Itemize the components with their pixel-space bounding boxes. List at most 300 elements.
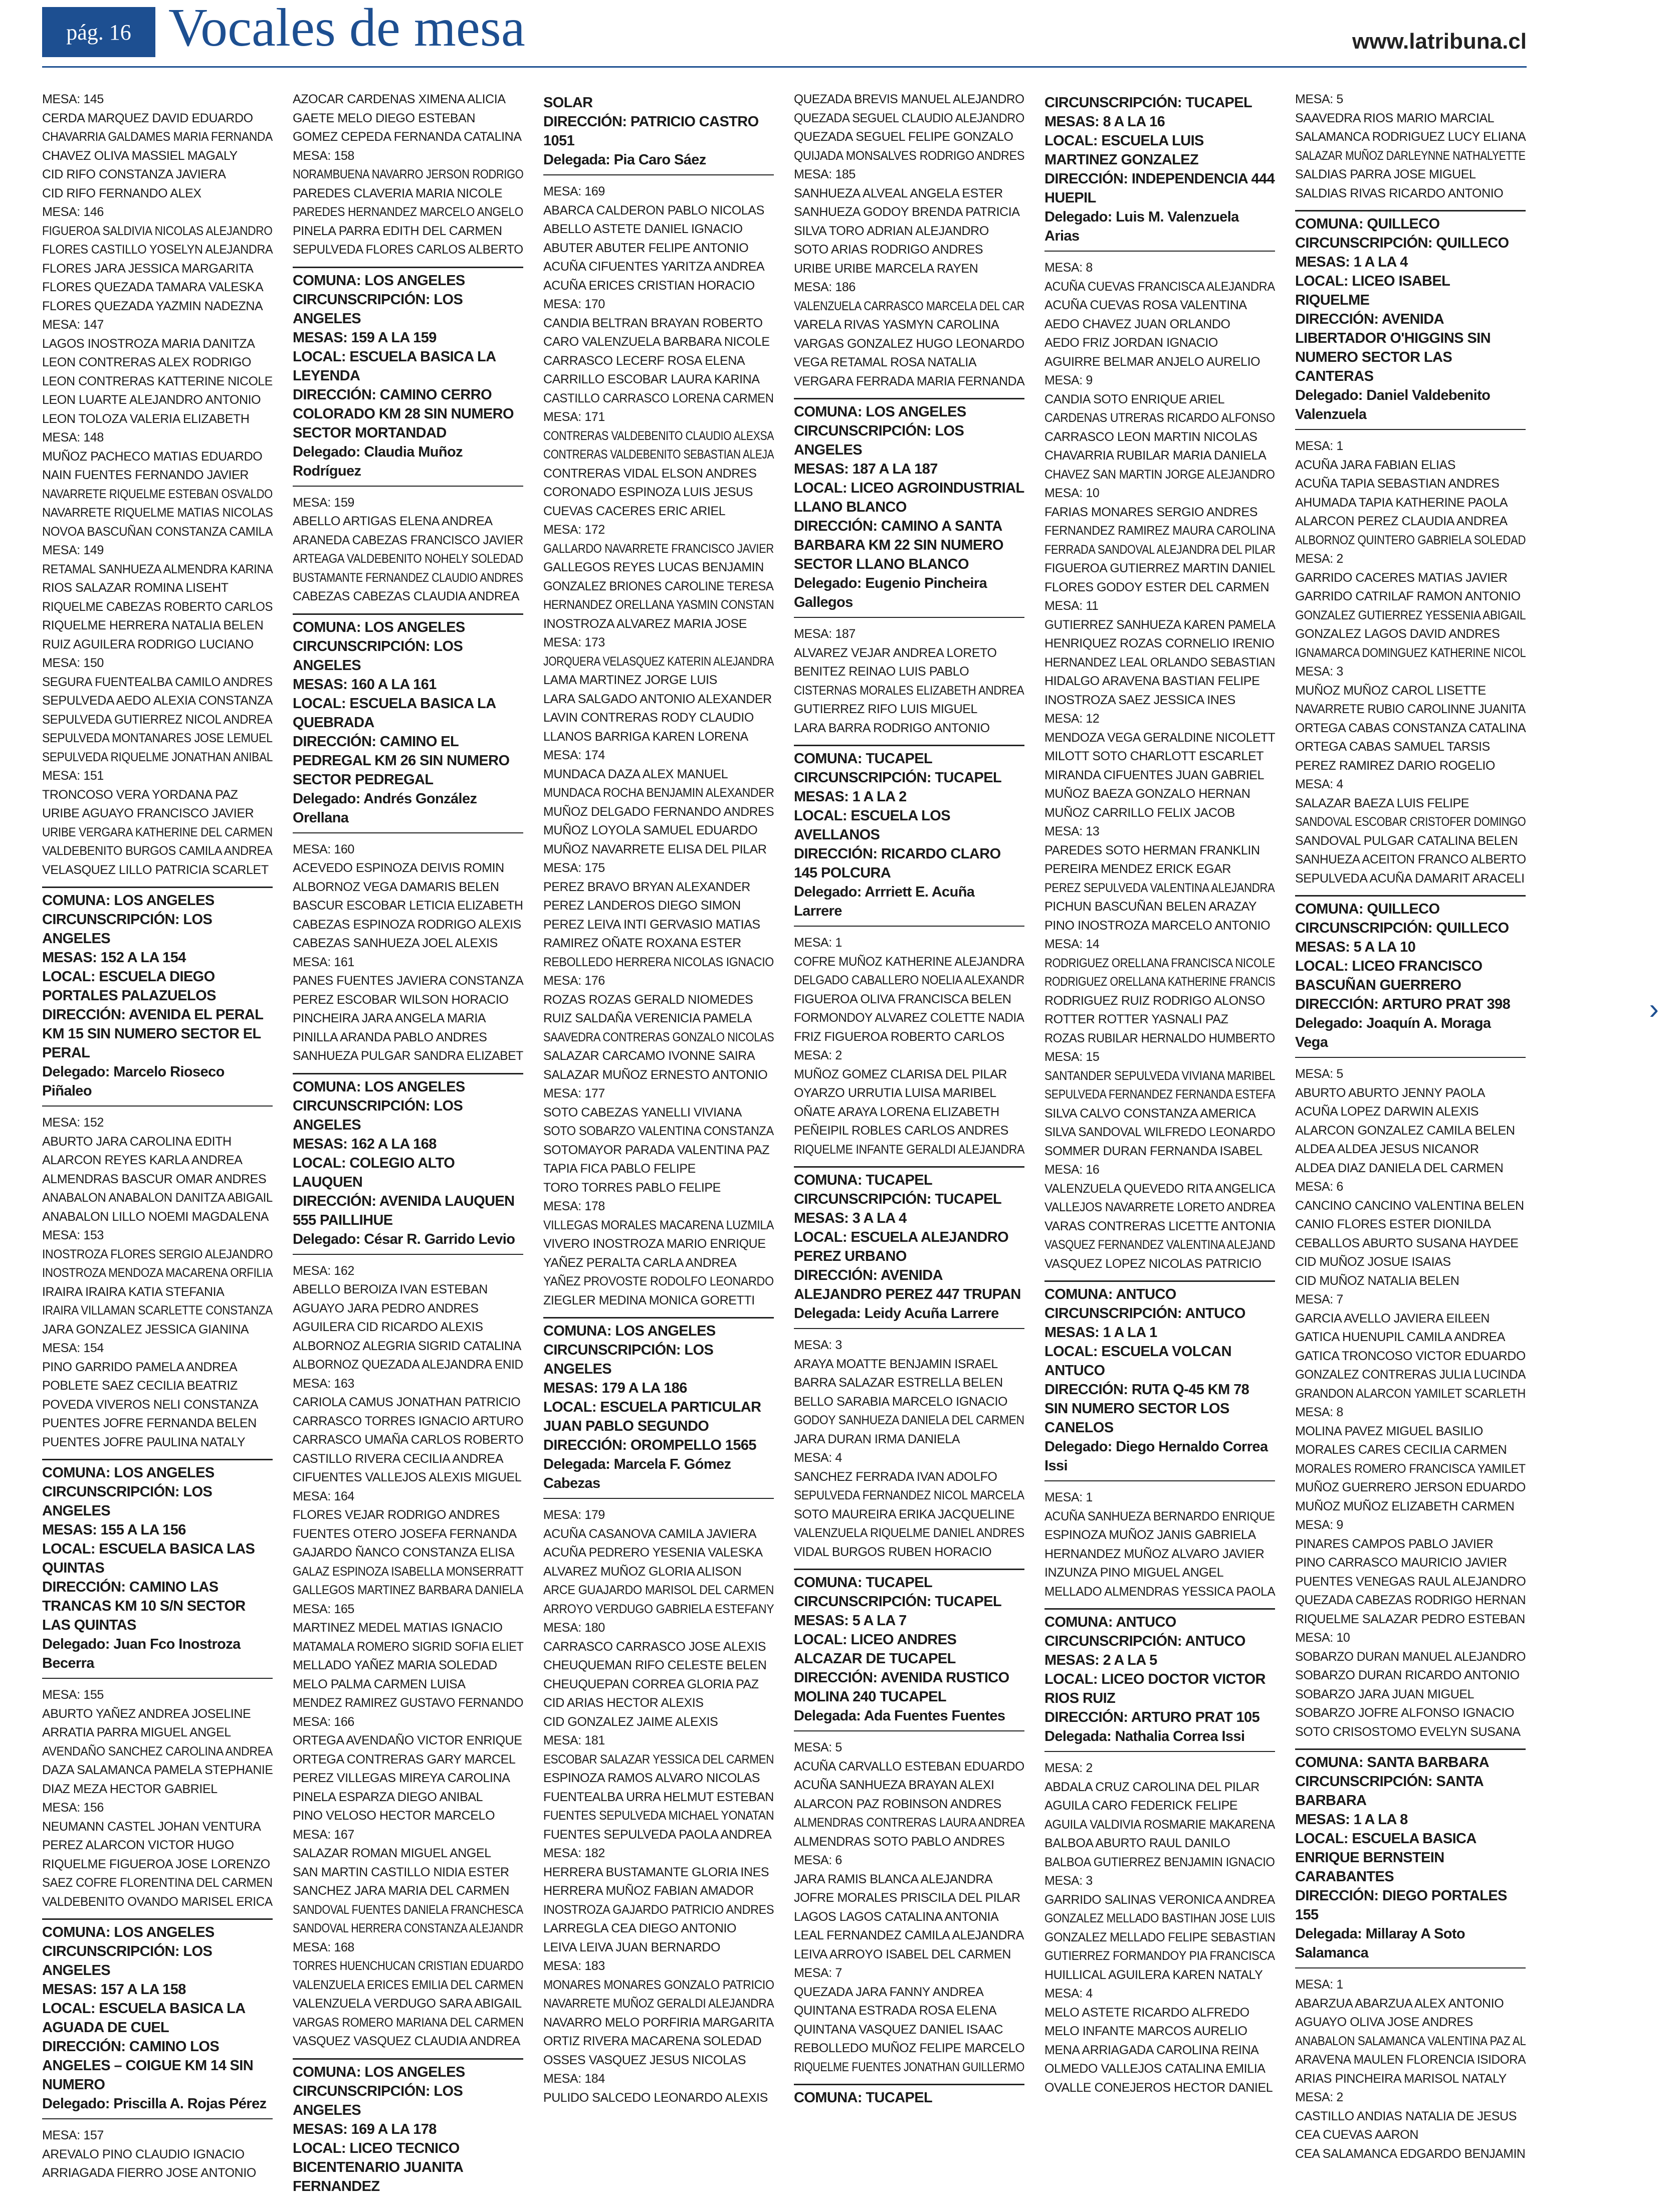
list-item: HERNANDEZ ORELLANA YASMIN CONSTAN: [543, 598, 774, 612]
polling-place-detail: CIRCUNSCRIPCIÓN: TUCAPEL: [794, 1594, 1002, 1610]
list-item: MELO INFANTE MARCOS AURELIO: [1044, 2024, 1247, 2038]
polling-place-block: [42, 1459, 273, 1679]
list-item: VEGA RETAMAL ROSA NATALIA: [794, 355, 977, 369]
table-number: MESA: 16: [1044, 1163, 1100, 1177]
list-item: CARRILLO ESCOBAR LAURA KARINA: [543, 372, 760, 386]
polling-place-detail: LOCAL: ESCUELA ALEJANDRO PEREZ URBANO: [794, 1229, 1009, 1264]
polling-place-detail: COMUNA: LOS ANGELES: [42, 1924, 215, 1940]
list-item: SANHUEZA PULGAR SANDRA ELIZABET: [293, 1049, 523, 1063]
polling-place-block: [794, 1569, 1024, 1731]
table-number: MESA: 174: [543, 748, 605, 762]
list-item: SOTO MAUREIRA ERIKA JACQUELINE: [794, 1507, 1015, 1521]
polling-place-detail: DIRECCIÓN: CAMINO EL PEDREGAL KM 26 SIN NUMERO SECTOR PEDREGAL: [293, 733, 510, 788]
polling-place-detail: DIRECCIÓN: ARTURO PRAT 105: [1044, 1709, 1260, 1725]
table-number: MESA: 168: [293, 1940, 354, 1954]
list-item: SANDOVAL ESCOBAR CRISTOFER DOMINGO: [1295, 815, 1526, 829]
polling-place-detail: DIRECCIÓN: INDEPENDENCIA 444 HUEPIL: [1044, 171, 1275, 206]
list-item: FIGUEROA OLIVA FRANCISCA BELEN: [794, 992, 1011, 1006]
table-number: MESA: 178: [543, 1199, 605, 1213]
list-item: AGUAYO JARA PEDRO ANDRES: [293, 1301, 479, 1315]
polling-place-detail: COMUNA: LOS ANGELES: [42, 1465, 215, 1481]
column-5: [1044, 90, 1275, 2115]
list-item: RUIZ SALDAÑA VERENICIA PAMELA: [543, 1011, 752, 1025]
polling-place-detail: COMUNA: LOS ANGELES: [293, 2064, 465, 2080]
list-item: SEPULVEDA FERNANDEZ NICOL MARCELA: [794, 1488, 1024, 1502]
polling-place-detail: MESAS: 2 A LA 5: [1044, 1652, 1157, 1668]
list-item: AGUAYO OLIVA JOSE ANDRES: [1295, 2015, 1473, 2029]
list-item: ESPINOZA MUÑOZ JANIS GABRIELA: [1044, 1528, 1256, 1542]
list-item: MELO PALMA CARMEN LUISA: [293, 1677, 466, 1691]
list-item: RIQUELME FUENTES JONATHAN GUILLERMO: [794, 2060, 1024, 2074]
list-item: FLORES GODOY ESTER DEL CARMEN: [1044, 580, 1270, 594]
list-item: QUEZADA JARA FANNY ANDREA: [794, 1985, 984, 1999]
list-item: HENRIQUEZ ROZAS CORNELIO IRENIO: [1044, 636, 1275, 650]
list-item: ABELLO ARTIGAS ELENA ANDREA: [293, 514, 493, 528]
list-item: VARAS CONTRERAS LICETTE ANTONIA: [1044, 1219, 1276, 1233]
table-number: MESA: 150: [42, 656, 104, 670]
polling-place-detail: LOCAL: LICEO AGROINDUSTRIAL LLANO BLANCO: [794, 480, 1024, 515]
list-item: NAVARRETE RIQUELME MATIAS NICOLAS: [42, 506, 273, 520]
list-item: GONZALEZ CONTRERAS JULIA LUCINDA: [1295, 1368, 1526, 1382]
list-item: RODRIGUEZ RUIZ RODRIGO ALONSO: [1044, 993, 1265, 1008]
list-item: BALBOA GUTIERREZ BENJAMIN IGNACIO: [1044, 1855, 1275, 1869]
polling-place-detail: MESAS: 8 A LA 16: [1044, 114, 1165, 130]
polling-place-detail: COMUNA: TUCAPEL: [794, 2090, 933, 2106]
list-item: SANCHEZ JARA MARIA DEL CARMEN: [293, 1884, 510, 1898]
list-item: CISTERNAS MORALES ELIZABETH ANDREA: [794, 683, 1024, 698]
list-item: ACUÑA CIFUENTES YARITZA ANDREA: [543, 260, 765, 274]
list-item: QUINTANA VASQUEZ DANIEL ISAAC: [794, 2022, 1003, 2037]
list-item: GARCIA AVELLO JAVIERA EILEEN: [1295, 1311, 1490, 1326]
list-item: ACEVEDO ESPINOZA DEIVIS ROMIN: [293, 861, 504, 875]
list-item: MUÑOZ NAVARRETE ELISA DEL PILAR: [543, 842, 767, 856]
polling-place-detail: MESAS: 162 A LA 168: [293, 1136, 437, 1152]
list-item: QUEZADA BREVIS MANUEL ALEJANDRO: [794, 92, 1024, 106]
polling-place-block: [1295, 210, 1526, 430]
list-item: GONZALEZ LAGOS DAVID ANDRES: [1295, 627, 1500, 641]
list-item: ACUÑA PEDRERO YESENIA VALESKA: [543, 1546, 763, 1560]
list-item: NAVARRETE RIQUELME ESTEBAN OSVALDO: [42, 487, 273, 501]
table-number: MESA: 166: [293, 1714, 354, 1729]
list-item: LEON CONTRERAS ALEX RODRIGO: [42, 355, 252, 369]
list-item: RIQUELME FIGUEROA JOSE LORENZO: [42, 1857, 270, 1871]
list-item: SALDIAS PARRA JOSE MIGUEL: [1295, 167, 1476, 181]
list-item: RIQUELME INFANTE GERALDI ALEJANDRA: [794, 1142, 1025, 1157]
list-item: ROZAS ROZAS GERALD NIOMEDES: [543, 992, 753, 1007]
list-item: FUENTES OTERO JOSEFA FERNANDA: [293, 1526, 517, 1541]
table-number: MESA: 8: [1044, 261, 1093, 275]
list-item: NOVOA BASCUÑAN CONSTANZA CAMILA: [42, 524, 273, 539]
list-item: GARRIDO CATRILAF RAMON ANTONIO: [1295, 589, 1521, 603]
list-item: GOMEZ CEPEDA FERNANDA CATALINA: [293, 130, 522, 144]
list-item: OVALLE CONEJEROS HECTOR DANIEL: [1044, 2080, 1273, 2095]
list-item: MELO ASTETE RICARDO ALFREDO: [1044, 2005, 1249, 2020]
list-item: PEREZ RAMIREZ DARIO ROGELIO: [1295, 758, 1495, 773]
list-item: SILVA CALVO CONSTANZA AMERICA: [1044, 1106, 1256, 1121]
list-item: ARTEAGA VALDEBENITO NOHELY SOLEDAD: [293, 552, 523, 566]
list-item: ALMENDRAS BASCUR OMAR ANDRES: [42, 1172, 267, 1186]
list-item: SALAZAR MUÑOZ DARLEYNNE NATHALYETTE: [1295, 148, 1526, 163]
list-item: CASTILLO CARRASCO LORENA CARMEN: [543, 391, 774, 405]
list-item: CARDENAS UTRERAS RICARDO ALFONSO: [1044, 411, 1275, 425]
polling-place-detail: COMUNA: TUCAPEL: [794, 1172, 933, 1188]
list-item: AEDO FRIZ JORDAN IGNACIO: [1044, 336, 1218, 350]
list-item: MONARES MONARES GONZALO PATRICIO: [543, 1977, 774, 1992]
list-item: POVEDA VIVEROS NELI CONSTANZA: [42, 1397, 259, 1412]
list-item: PINELA ESPARZA DIEGO ANIBAL: [293, 1790, 483, 1804]
list-item: GAETE MELO DIEGO ESTEBAN: [293, 111, 476, 125]
list-item: OYARZO URRUTIA LUISA MARIBEL: [794, 1086, 996, 1100]
list-item: URIBE URIBE MARCELA RAYEN: [794, 261, 978, 276]
list-item: AEDO CHAVEZ JUAN ORLANDO: [1044, 317, 1230, 331]
polling-place-block: [42, 1918, 273, 2119]
list-item: PEREIRA MENDEZ ERICK EGAR: [1044, 862, 1231, 876]
list-item: QUIJADA MONSALVES RODRIGO ANDRES: [794, 148, 1025, 163]
list-item: REBOLLEDO HERRERA NICOLAS IGNACIO: [543, 955, 774, 969]
list-item: MOLINA PAVEZ MIGUEL BASILIO: [1295, 1424, 1483, 1438]
list-item: CID ARIAS HECTOR ALEXIS: [543, 1696, 704, 1710]
list-item: CONTRERAS VALDEBENITO CLAUDIO ALEXSA: [543, 428, 774, 443]
list-item: SANHUEZA ACEITON FRANCO ALBERTO: [1295, 852, 1526, 866]
table-number: MESA: 155: [42, 1688, 104, 1702]
list-item: PINILLA ARANDA PABLO ANDRES: [293, 1030, 487, 1044]
list-item: CANDIA SOTO ENRIQUE ARIEL: [1044, 392, 1225, 406]
list-item: PEREZ BRAVO BRYAN ALEXANDER: [543, 879, 750, 894]
list-item: BARRA SALAZAR ESTRELLA BELEN: [794, 1376, 1003, 1390]
list-item: OÑATE ARAYA LORENA ELIZABETH: [794, 1105, 999, 1119]
table-number: MESA: 6: [1295, 1180, 1343, 1194]
list-item: VIDAL BURGOS RUBEN HORACIO: [794, 1545, 992, 1559]
polling-place-detail: DIRECCIÓN: CAMINO A SANTA BARBARA KM 22 SIN NUMERO SECTOR LLANO BLANCO: [794, 518, 1003, 572]
list-item: TRONCOSO VERA YORDANA PAZ: [42, 787, 238, 802]
list-item: SAN MARTIN CASTILLO NIDIA ESTER: [293, 1865, 509, 1879]
list-item: ACUÑA ERICES CRISTIAN HORACIO: [543, 278, 755, 293]
list-item: FIGUEROA SALDIVIA NICOLAS ALEJANDRO: [42, 224, 273, 238]
polling-place-detail: COMUNA: ANTUCO: [1044, 1286, 1176, 1302]
list-item: CABEZAS SANHUEZA JOEL ALEXIS: [293, 936, 498, 950]
list-item: ORTIZ RIVERA MACARENA SOLEDAD: [543, 2034, 762, 2048]
polling-place-detail: DIRECCIÓN: AVENIDA EL PERAL KM 15 SIN NUMERO SECTOR EL PERAL: [42, 1007, 263, 1061]
list-item: YAÑEZ PROVOSTE RODOLFO LEONARDO: [543, 1274, 774, 1288]
table-number: MESA: 186: [794, 280, 856, 294]
polling-place-block: [794, 2084, 1024, 2112]
list-item: NAVARRO MELO PORFIRIA MARGARITA: [543, 2015, 774, 2030]
list-item: GATICA HUENUPIL CAMILA ANDREA: [1295, 1330, 1506, 1344]
polling-place-detail: MESAS: 1 A LA 1: [1044, 1325, 1157, 1341]
column-1: [42, 90, 273, 2180]
list-item: MUÑOZ DELGADO FERNANDO ANDRES: [543, 804, 774, 819]
list-item: ZIEGLER MEDINA MONICA GORETTI: [543, 1293, 755, 1307]
list-item: GUTIERREZ SANHUEZA KAREN PAMELA: [1044, 617, 1276, 632]
list-item: ARROYO VERDUGO GABRIELA ESTEFANY: [543, 1602, 774, 1616]
polling-place-detail: COMUNA: QUILLECO: [1295, 216, 1440, 232]
list-item: VALDEBENITO OVANDO MARISEL ERICA: [42, 1894, 273, 1909]
table-number: MESA: 183: [543, 1959, 605, 1973]
list-item: PINCHEIRA JARA ANGELA MARIA: [293, 1011, 486, 1025]
table-number: MESA: 161: [293, 955, 354, 969]
list-item: ALBORNOZ QUEZADA ALEJANDRA ENID: [293, 1358, 523, 1372]
list-item: SANDOVAL PULGAR CATALINA BELEN: [1295, 833, 1518, 848]
list-item: OSSES VASQUEZ JESUS NICOLAS: [543, 2053, 746, 2067]
list-item: HERRERA MUÑOZ FABIAN AMADOR: [543, 1884, 754, 1898]
list-item: SOBARZO JARA JUAN MIGUEL: [1295, 1687, 1475, 1701]
polling-place-detail: DIRECCIÓN: CAMINO LAS TRANCAS KM 10 S/N SECTOR LAS QUINTAS: [42, 1579, 246, 1633]
list-item: CARRASCO UMAÑA CARLOS ROBERTO: [293, 1433, 524, 1447]
list-item: OLMEDO VALLEJOS CATALINA EMILIA: [1044, 2062, 1266, 2076]
list-item: MUNDACA ROCHA BENJAMIN ALEXANDER: [543, 786, 774, 800]
list-item: CERDA MARQUEZ DAVID EDUARDO: [42, 111, 253, 125]
list-item: SANCHEZ FERRADA IVAN ADOLFO: [794, 1469, 997, 1484]
polling-place-detail: DIRECCIÓN: CAMINO CERRO COLORADO KM 28 SIN NUMERO SECTOR MORTANDAD: [293, 386, 514, 441]
list-item: MARTINEZ MEDEL MATIAS IGNACIO: [293, 1621, 503, 1635]
table-number: MESA: 172: [543, 523, 605, 537]
delegate-name: Delegada: Millaray A Soto Salamanca: [1295, 1926, 1465, 1961]
polling-place-detail: MESAS: 169 A LA 178: [293, 2121, 437, 2137]
list-item: ARAVENA MAULEN FLORENCIA ISIDORA: [1295, 2053, 1526, 2067]
list-item: GONZALEZ BRIONES CAROLINE TERESA: [543, 579, 774, 593]
list-item: IRAIRA IRAIRA KATIA STEFANIA: [42, 1284, 225, 1299]
section-title: Vocales de mesa: [168, 0, 525, 58]
list-item: LAGOS INOSTROZA MARIA DANITZA: [42, 336, 255, 351]
list-item: URIBE VERGARA KATHERINE DEL CARMEN: [42, 825, 273, 839]
table-number: MESA: 149: [42, 543, 104, 557]
list-item: ROZAS RUBILAR HERNALDO HUMBERTO: [1044, 1031, 1275, 1045]
table-number: MESA: 10: [1044, 486, 1100, 500]
polling-place-detail: DIRECCIÓN: AVENIDA RUSTICO MOLINA 240 TUCAPEL: [794, 1670, 1009, 1705]
list-item: SANDOVAL HERRERA CONSTANZA ALEJANDR: [293, 1921, 524, 1935]
list-item: LLANOS BARRIGA KAREN LORENA: [543, 729, 748, 744]
list-item: FRIZ FIGUEROA ROBERTO CARLOS: [794, 1029, 1004, 1044]
columns-container: [42, 90, 1527, 2194]
polling-place-detail: DIRECCIÓN: AVENIDA LAUQUEN 555 PAILLIHUE: [293, 1193, 515, 1228]
list-item: PUENTES JOFRE FERNANDA BELEN: [42, 1416, 257, 1430]
list-item: LAGOS LAGOS CATALINA ANTONIA: [794, 1909, 999, 1924]
list-item: ACUÑA LOPEZ DARWIN ALEXIS: [1295, 1105, 1479, 1119]
list-item: SALAZAR ROMAN MIGUEL ANGEL: [293, 1846, 491, 1860]
table-number: MESA: 3: [1044, 1874, 1093, 1888]
list-item: VALENZUELA CARRASCO MARCELA DEL CAR: [794, 299, 1024, 313]
list-item: CID RIFO CONSTANZA JAVIERA: [42, 167, 226, 181]
list-item: RIQUELME SALAZAR PEDRO ESTEBAN: [1295, 1612, 1525, 1626]
polling-place-detail: DIRECCIÓN: RUTA Q-45 KM 78 SIN NUMERO SECTOR LOS CANELOS: [1044, 1382, 1249, 1436]
list-item: PEÑEIPIL ROBLES CARLOS ANDRES: [794, 1124, 1008, 1138]
table-number: MESA: 182: [543, 1846, 605, 1860]
list-item: SAAVEDRA CONTRERAS GONZALO NICOLAS: [543, 1030, 774, 1044]
list-item: TAPIA FICA PABLO FELIPE: [543, 1162, 696, 1176]
list-item: JORQUERA VELASQUEZ KATERIN ALEJANDRA: [543, 654, 774, 669]
list-item: SEPULVEDA FERNANDEZ FERNANDA ESTEFA: [1044, 1087, 1276, 1102]
list-item: ALARCON PEREZ CLAUDIA ANDREA: [1295, 514, 1508, 528]
delegate-name: Delegado: Eugenio Pincheira Gallegos: [794, 575, 987, 610]
table-number: MESA: 176: [543, 974, 605, 988]
table-number: MESA: 5: [1295, 1067, 1343, 1081]
polling-place-detail: MESAS: 3 A LA 4: [794, 1210, 907, 1226]
polling-place-detail: DIRECCIÓN: RICARDO CLARO 145 POLCURA: [794, 846, 1001, 881]
list-item: LAVIN CONTRERAS RODY CLAUDIO: [543, 711, 754, 725]
chevron-right-icon[interactable]: ›: [1649, 993, 1659, 1025]
list-item: PINELA PARRA EDITH DEL CARMEN: [293, 224, 502, 238]
list-item: DAZA SALAMANCA PAMELA STEPHANIE: [42, 1763, 273, 1777]
polling-place-detail: DIRECCIÓN: CAMINO LOS ANGELES – COIGUE KM 14 SIN NUMERO: [42, 2039, 254, 2093]
list-item: CASTILLO RIVERA CECILIA ANDREA: [293, 1451, 504, 1466]
list-item: AREVALO PINO CLAUDIO IGNACIO: [42, 2147, 245, 2161]
list-item: CARO VALENZUELA BARBARA NICOLE: [543, 335, 770, 349]
polling-place-detail: DIRECCIÓN: AVENIDA ALEJANDRO PEREZ 447 TRUPAN: [794, 1267, 1021, 1302]
website-url[interactable]: www.latribuna.cl: [1352, 29, 1527, 54]
list-item: CHEUQUEPAN CORREA GLORIA PAZ: [543, 1677, 759, 1691]
list-item: CONTRERAS VIDAL ELSON ANDRES: [543, 466, 757, 481]
list-item: MUÑOZ BAEZA GONZALO HERNAN: [1044, 787, 1250, 801]
polling-place-detail: CIRCUNSCRIPCIÓN: LOS ANGELES: [293, 638, 463, 674]
list-item: TORRES HUENCHUCAN CRISTIAN EDUARDO: [293, 1959, 524, 1973]
list-item: VARELA RIVAS YASMYN CAROLINA: [794, 318, 999, 332]
polling-place-detail: CIRCUNSCRIPCIÓN: TUCAPEL: [794, 770, 1002, 786]
list-item: VALENZUELA QUEVEDO RITA ANGELICA: [1044, 1181, 1276, 1196]
list-item: INOSTROZA FLORES SERGIO ALEJANDRO: [42, 1247, 273, 1261]
list-item: YAÑEZ PERALTA CARLA ANDREA: [543, 1255, 737, 1270]
polling-place-detail: LOCAL: COLEGIO ALTO LAUQUEN: [293, 1155, 455, 1190]
polling-place-block: [293, 2058, 523, 2201]
table-number: MESA: 148: [42, 430, 104, 445]
table-number: MESA: 147: [42, 318, 104, 332]
list-item: FARIAS MONARES SERGIO ANDRES: [1044, 505, 1258, 519]
table-number: MESA: 152: [42, 1116, 104, 1130]
list-item: ACUÑA SANHUEZA BERNARDO ENRIQUE: [1044, 1509, 1275, 1523]
table-number: MESA: 173: [543, 635, 605, 649]
polling-place-detail: CIRCUNSCRIPCIÓN: LOS ANGELES: [293, 291, 463, 327]
list-item: MUNDACA DAZA ALEX MANUEL: [543, 767, 728, 781]
list-item: ARIAS PINCHEIRA MARISOL NATALY: [1295, 2071, 1507, 2086]
list-item: INOSTROZA MENDOZA MACARENA ORFILIA: [42, 1266, 273, 1280]
list-item: LEON CONTRERAS KATTERINE NICOLE: [42, 374, 273, 388]
delegate-name: Delegado: Joaquín A. Moraga Vega: [1295, 1015, 1491, 1050]
list-item: BALBOA ABURTO RAUL DANILO: [1044, 1836, 1230, 1850]
list-item: ALDEA ALDEA JESUS NICANOR: [1295, 1142, 1479, 1156]
list-item: SOTOMAYOR PARADA VALENTINA PAZ: [543, 1143, 770, 1157]
polling-place-detail: MESAS: 159 A LA 159: [293, 329, 437, 346]
polling-place-detail: CIRCUNSCRIPCIÓN: TUCAPEL: [794, 1191, 1002, 1207]
list-item: SOMMER DURAN FERNANDA ISABEL: [1044, 1144, 1263, 1158]
list-item: HIDALGO ARAVENA BASTIAN FELIPE: [1044, 674, 1260, 688]
table-number: MESA: 154: [42, 1341, 104, 1355]
list-item: FORMONDOY ALVAREZ COLETTE NADIA: [794, 1011, 1024, 1025]
polling-place-block: [1044, 1608, 1275, 1752]
list-item: ANABALON ANABALON DANITZA ABIGAIL: [42, 1191, 273, 1205]
list-item: CARRASCO LECERF ROSA ELENA: [543, 353, 745, 368]
table-number: MESA: 13: [1044, 824, 1100, 838]
list-item: CEA SALAMANCA EDGARDO BENJAMIN: [1295, 2146, 1526, 2161]
list-item: INZUNZA PINO MIGUEL ANGEL: [1044, 1566, 1224, 1580]
list-item: MUÑOZ MUÑOZ ELIZABETH CARMEN: [1295, 1499, 1515, 1513]
polling-place-detail: CIRCUNSCRIPCIÓN: LOS ANGELES: [42, 1943, 213, 1978]
list-item: SOTO SOBARZO VALENTINA CONSTANZA: [543, 1124, 774, 1138]
polling-place-detail: COMUNA: ANTUCO: [1044, 1614, 1176, 1630]
list-item: SEGURA FUENTEALBA CAMILO ANDRES: [42, 675, 273, 689]
list-item: TORO TORRES PABLO FELIPE: [543, 1180, 721, 1195]
polling-place-detail: LOCAL: ESCUELA BASICA LA AGUADA DE CUEL: [42, 2001, 245, 2036]
delegate-name: Delegado: Luis M. Valenzuela Arias: [1044, 209, 1239, 244]
list-item: MORALES CARES CECILIA CARMEN: [1295, 1443, 1507, 1457]
list-item: MUÑOZ CARRILLO FELIX JACOB: [1044, 805, 1235, 820]
list-item: ALBORNOZ ALEGRIA SIGRID CATALINA: [293, 1339, 521, 1353]
list-item: RODRIGUEZ ORELLANA FRANCISCA NICOLE: [1044, 956, 1275, 970]
list-item: MENDEZ RAMIREZ GUSTAVO FERNANDO: [293, 1696, 524, 1710]
list-item: CID MUÑOZ JOSUE ISAIAS: [1295, 1255, 1451, 1269]
list-item: LARA SALGADO ANTONIO ALEXANDER: [543, 692, 772, 706]
list-item: PINO CARRASCO MAURICIO JAVIER: [1295, 1556, 1507, 1570]
list-item: MELLADO ALMENDRAS YESSICA PAOLA: [1044, 1584, 1276, 1599]
list-item: SOBARZO DURAN RICARDO ANTONIO: [1295, 1668, 1520, 1682]
list-item: SOTO CABEZAS YANELLI VIVIANA: [543, 1105, 742, 1120]
polling-place-detail: LOCAL: ESCUELA BASICA LA QUEBRADA: [293, 695, 496, 731]
list-item: RIOS SALAZAR ROMINA LISEHT: [42, 581, 229, 595]
list-item: AHUMADA TAPIA KATHERINE PAOLA: [1295, 495, 1508, 510]
polling-place-detail: COMUNA: SANTA BARBARA: [1295, 1754, 1489, 1771]
list-item: PEREZ ALARCON VICTOR HUGO: [42, 1838, 234, 1852]
list-item: PEREZ LEIVA INTI GERVASIO MATIAS: [543, 917, 760, 932]
list-item: ANABALON SALAMANCA VALENTINA PAZ AL: [1295, 2034, 1526, 2048]
list-item: FLORES VEJAR RODRIGO ANDRES: [293, 1508, 500, 1522]
list-item: CABEZAS ESPINOZA RODRIGO ALEXIS: [293, 917, 521, 932]
polling-place-detail: COMUNA: LOS ANGELES: [543, 1323, 716, 1339]
table-number: MESA: 181: [543, 1733, 605, 1747]
list-item: NORAMBUENA NAVARRO JERSON RODRIGO: [293, 167, 524, 181]
list-item: CARRASCO TORRES IGNACIO ARTURO: [293, 1414, 524, 1428]
table-number: MESA: 2: [1295, 552, 1343, 566]
list-item: MATAMALA ROMERO SIGRID SOFIA ELIET: [293, 1639, 524, 1654]
list-item: AZOCAR CARDENAS XIMENA ALICIA: [293, 92, 506, 106]
list-item: SANHUEZA GODOY BRENDA PATRICIA: [794, 205, 1020, 219]
list-item: ABARZUA ABARZUA ALEX ANTONIO: [1295, 1996, 1504, 2011]
list-item: ABURTO ABURTO JENNY PAOLA: [1295, 1085, 1486, 1100]
list-item: LEAL FERNANDEZ CAMILA ALEJANDRA: [794, 1928, 1024, 1942]
list-item: SALAZAR CARCAMO IVONNE SAIRA: [543, 1049, 755, 1063]
polling-place-detail: SOLAR: [543, 95, 593, 111]
list-item: ALARCON GONZALEZ CAMILA BELEN: [1295, 1123, 1515, 1138]
list-item: LARREGLA CEA DIEGO ANTONIO: [543, 1921, 737, 1935]
table-number: MESA: 179: [543, 1508, 605, 1522]
list-item: ACUÑA CASANOVA CAMILA JAVIERA: [543, 1526, 757, 1541]
list-item: BENITEZ REINAO LUIS PABLO: [794, 665, 969, 679]
list-item: GALAZ ESPINOZA ISABELLA MONSERRATT: [293, 1564, 524, 1579]
table-number: MESA: 1: [1295, 439, 1343, 453]
list-item: VARGAS GONZALEZ HUGO LEONARDO: [794, 336, 1024, 351]
delegate-name: Delegado: Claudia Muñoz Rodríguez: [293, 444, 463, 479]
list-item: MUÑOZ PACHECO MATIAS EDUARDO: [42, 449, 263, 464]
list-item: FLORES CASTILLO YOSELYN ALEJANDRA: [42, 243, 273, 257]
list-item: CHAVEZ SAN MARTIN JORGE ALEJANDRO: [1044, 467, 1275, 482]
delegate-name: Delegada: Ada Fuentes Fuentes: [794, 1708, 1005, 1724]
list-item: SILVA TORO ADRIAN ALEJANDRO: [794, 224, 989, 238]
polling-place-block: [1295, 1748, 1526, 1968]
list-item: ABUTER ABUTER FELIPE ANTONIO: [543, 241, 749, 255]
list-item: LAMA MARTINEZ JORGE LUIS: [543, 673, 717, 687]
list-item: CHAVARRIA RUBILAR MARIA DANIELA: [1044, 449, 1267, 463]
list-item: PUENTES JOFRE PAULINA NATALY: [42, 1435, 246, 1449]
table-number: MESA: 8: [1295, 1405, 1343, 1419]
list-item: VALDEBENITO BURGOS CAMILA ANDREA: [42, 844, 273, 858]
delegate-name: Delegado: Marcelo Rioseco Piñaleo: [42, 1064, 225, 1099]
list-item: ABURTO YAÑEZ ANDREA JOSELINE: [42, 1706, 251, 1721]
list-item: LARA BARRA RODRIGO ANTONIO: [794, 721, 990, 735]
table-number: MESA: 170: [543, 297, 605, 311]
list-item: ARRATIA PARRA MIGUEL ANGEL: [42, 1725, 231, 1739]
table-number: MESA: 3: [1295, 665, 1343, 679]
list-item: MUÑOZ GOMEZ CLARISA DEL PILAR: [794, 1067, 1007, 1081]
list-item: ABELLO BEROIZA IVAN ESTEBAN: [293, 1282, 488, 1296]
table-number: MESA: 158: [293, 148, 354, 163]
list-item: IGNAMARCA DOMINGUEZ KATHERINE NICOL: [1295, 645, 1526, 660]
